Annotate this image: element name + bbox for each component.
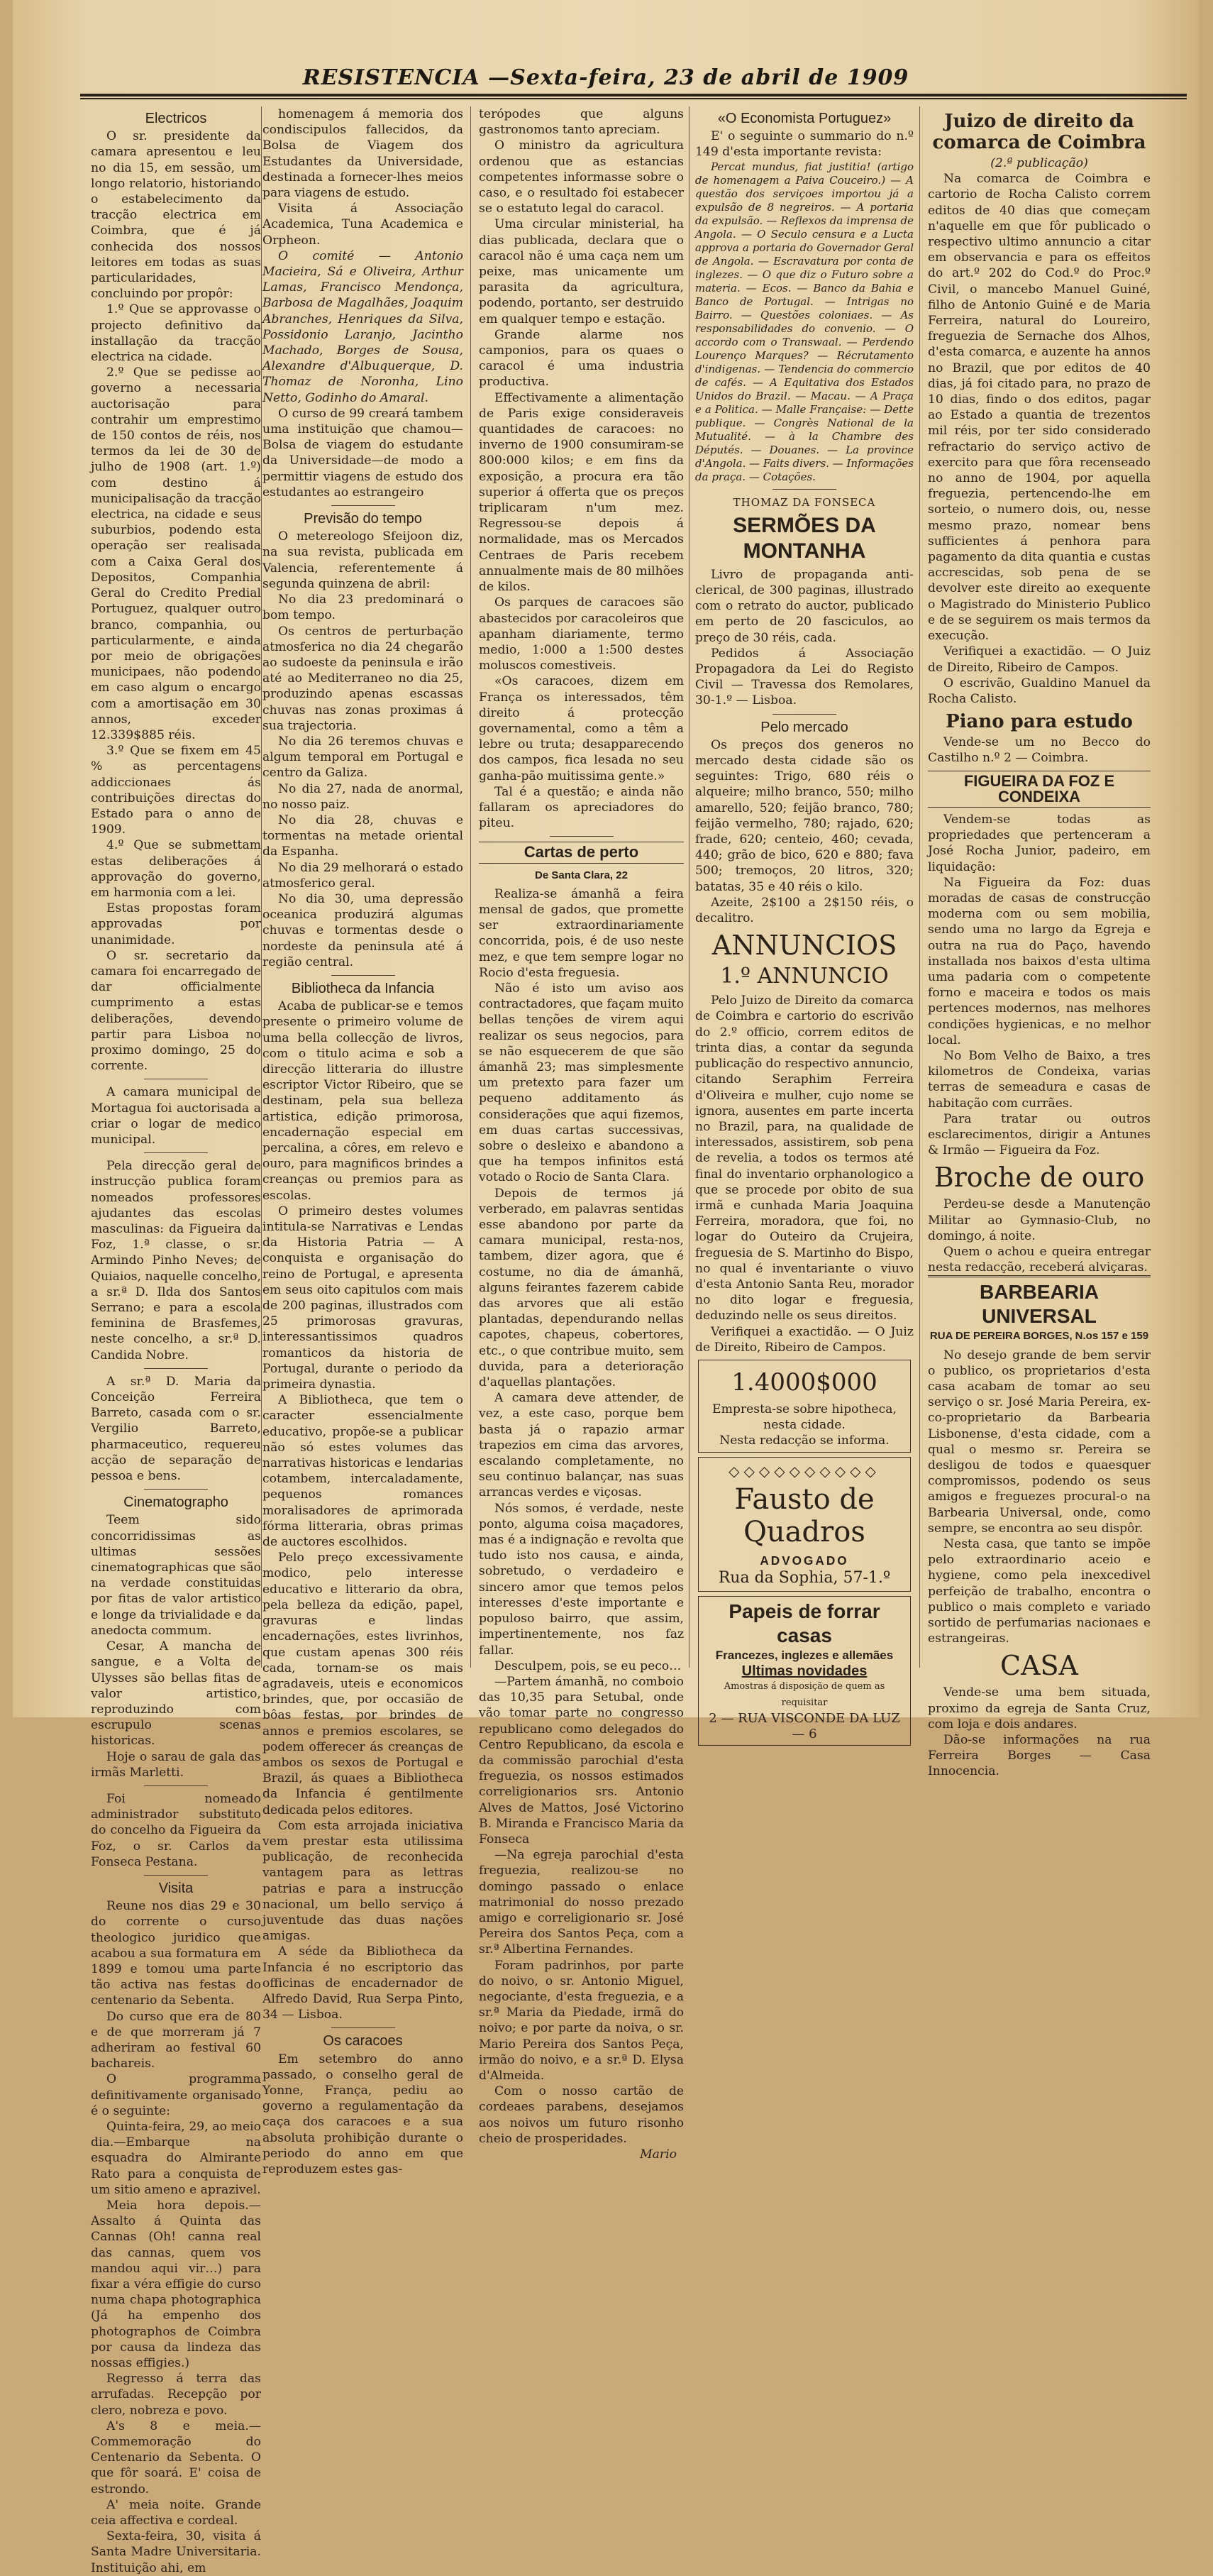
paragraph: Visita á Associação Academica, Tuna Academica e Orpheon. <box>262 202 463 248</box>
lawyer-name: Fausto de Quadros <box>734 1482 875 1548</box>
wallpaper-origin: Francezes, inglezes e allemães <box>715 1648 894 1662</box>
paragraph: Azeite, 2$100 a 2$150 réis, o decalitro. <box>695 895 914 926</box>
paragraph: Teem sido concorridissimas as ultimas sessões cinematographicas que são na verdade constituidas por fitas de valor artistico e longe da trivialidade e da anedocta commum. <box>91 1513 261 1638</box>
paragraph: Vendem-se todas as propriedades que pertenceram a José Rocha Junior, padeiro, em liquidação: <box>928 812 1151 874</box>
section-heading-bold: FIGUEIRA DA FOZ E CONDEIXA <box>928 771 1151 808</box>
paragraph: «Os caracoes, dizem em França os interessados, têm direito á protecção governamental, como a têm a lebre ou truta; desapparecendo dos campos, fica lesada no seu ganha-pão muitissima gente.» <box>479 674 684 783</box>
paragraph: No dia 27, nada de anormal, no nosso paiz. <box>262 781 463 812</box>
paragraph: No Bom Velho de Baixo, a tres kilometros de Condeixa, varias terras de semeadura e casas de habitação com currães. <box>928 1048 1151 1111</box>
paragraph: 2.º Que se pedisse ao governo a necessaria auctorisação para contrahir um emprestimo de 150 contos de réis, nos termos da lei de 30 de julho de 1908 (art. 1.º) com destino á municipalisação da tracção electrica, na cidade e seus suburbios, podendo esta operação ser realisada com a Caixa Geral dos Depositos, Companhia Geral do Credito Predial Portuguez, qualquer outro branco, companhia, ou particularmente, e ainda por meio de obrigações municipaes, não podendo em caso algum o encargo com a amortisação em 30 annos, exceder 12.339$885 réis. <box>91 365 261 742</box>
paragraph: Na comarca de Coimbra e cartorio de Rocha Calisto correm editos de 40 dias que começam n'aquelle em que fôr publicado o respectivo ultimo annuncio a citar em observancia e para os effeitos do art.º 202 do Cod.º do Proc.º Civil, o mancebo Manuel Guiné, filho de Antonio Guiné e de Maria Ferreira, natural do Loureiro, freguezia de Sernache dos Alhos, d'esta comarca, e auzente ha annos no Brazil, que por editos de 40 dias, já foi citado para, no prazo de 10 dias, findo o dos editos, pagar ao Estado a quantia de trezentos mil réis, por ter sido considerado refractario do serviço activo de exercito para que fôra recenseado no anno de 1904, por aquella freguezia, pertencendo-lhe em sorteio, o numero dois, ou, nesse mesmo prazo, nomear bens sufficientes á penhora para pagamento da dita quantia e custas accrescidas, sob pena de se devolver este direito ao exequente o Magistrado do Ministerio Publico e de se seguirem os mais termos da execução. <box>928 172 1151 644</box>
advert-title: SERMÕES DA MONTANHA <box>733 513 876 563</box>
section-heading: Os caracoes <box>323 2033 403 2049</box>
separator-rule <box>772 714 836 715</box>
paragraph: Sexta-feira, 30, visita á Santa Madre Universitaria. Instituição ahi, em <box>91 2529 261 2575</box>
section-heading: Cinematographo <box>123 1495 228 1511</box>
paragraph: Pela direcção geral de instrucção publica foram nomeados professores ajudantes das escolas masculinas: da Figueira da Foz, 1.ª classe, o sr. Armindo Pinho Neves; de Quiaios, naquelle concelho, a sr.ª D. Ilda dos Santos Serrano; e para a escola feminina de Brasfemes, neste concelho, a sr.ª D. Candida Nobre. <box>91 1159 261 1363</box>
column-divider <box>470 106 471 1668</box>
shop-name: BARBEARIA UNIVERSAL <box>928 1275 1151 1328</box>
separator-rule <box>144 1489 208 1490</box>
loan-amount: 1.4000$000 <box>731 1367 877 1397</box>
paragraph: Do curso que era de 80 e de que morreram já 7 adheriram ao festival 60 bachareis. <box>91 2009 261 2071</box>
loan-advert <box>698 1360 911 1453</box>
paragraph: Nesta casa, que tanto se impõe pelo extraordinario aceio e hygiene, como pela inexcedivel perfeição de trabalho, encontra o publico o mais completo e variado sortido de perfumarias nacionaes e estrangeiras. <box>928 1537 1151 1646</box>
separator-rule <box>144 1875 208 1876</box>
section-heading-bold: Cartas de perto <box>479 842 684 863</box>
column-5 <box>928 106 1151 1779</box>
paragraph: Regresso á terra das arrufadas. Recepção por clero, nobreza e povo. <box>91 2372 261 2418</box>
paragraph: A's 8 e meia.—Commemoração do Centenario da Sebenta. O que fôr soará. E' coisa de estrondo. <box>91 2418 261 2497</box>
paragraph: O metereologo Sfeijoon diz, na sua revista, publicada em Valencia, referentemente á segunda quinzena de abril: <box>262 529 463 591</box>
paragraph: Tal é a questão; e ainda não fallaram os apreciadores do piteu. <box>479 784 684 831</box>
paragraph: Perdeu-se desde a Manutenção Militar ao Gymnasio-Club, no domingo, á noite. <box>928 1197 1151 1243</box>
signature: Mario <box>640 2147 677 2162</box>
paragraph: Desculpem, pois, se eu peco… <box>494 1658 682 1673</box>
subheading: De Santa Clara, 22 <box>535 869 628 881</box>
separator-rule <box>144 1368 208 1369</box>
separator-rule <box>550 836 614 837</box>
subheading: RUA DE PEREIRA BORGES, N.os 157 e 159 <box>929 1330 1149 1343</box>
paragraph: Dão-se informações na rua Ferreira Borges — Casa Innocencia. <box>928 1733 1151 1779</box>
paragraph: Depois de termos já verberado, em palavras sentidas esse abandono por parte da camara municipal, resta-nos, tambem, dizer agora, que é costume, no dia de ámanhã, alguns feirantes fazerem cabide das arvores que ali estão plantadas, dependurando nellas capotes, chapeus, cobertores, etc., o que contribue muito, sem duvida, para a deterioração d'aquellas plantações. <box>479 1186 684 1390</box>
separator-rule <box>331 975 395 976</box>
paragraph: No dia 30, uma depressão oceanica produzirá algumas chuvas e tormentas desde o nordeste da peninsula até á região central. <box>262 891 463 969</box>
paragraph: Vende-se um no Becco do Castilho n.º 2 — Coimbra. <box>928 735 1151 766</box>
paragraph: Verifiquei a exactidão. — O Juiz de Direito, Ribeiro de Campos. <box>695 1324 914 1355</box>
separator-rule <box>331 2027 395 2028</box>
publication-note: (2.ª publicação) <box>990 156 1088 170</box>
paragraph: Para tratar ou outros esclarecimentos, dirigir a Antunes & Irmão — Figueira da Foz. <box>928 1111 1151 1158</box>
paragraph: Foi nomeado administrador substituto do concelho da Figueira da Foz, o sr. Carlos da Fonseca Pestana. <box>91 1791 261 1869</box>
paragraph: Com esta arrojada iniciativa vem prestar esta utilissima publicação, de reconhecida vantagem para as lettras patrias e para a instrucção nacional, um bello serviço á juventude das duas nações amigas. <box>262 1818 463 1944</box>
column-4 <box>695 106 914 1741</box>
section-heading: Piano para estudo <box>946 711 1133 733</box>
loan-text: Empresta-se sobre hipotheca, nesta cidade. <box>712 1402 897 1433</box>
paragraph: Livro de propaganda anti-clerical, de 300 paginas, illustrado com o retrato do auctor, publicado em perto de 20 fasciculos, ao preço de 30 réis, cada. <box>695 567 914 645</box>
ornament-row: ◇◇◇◇◇◇◇◇◇◇ <box>729 1462 880 1480</box>
paragraph: Quem o achou e queira entregar nesta redacção, receberá alviçaras. <box>928 1245 1151 1275</box>
section-heading: Pelo mercado <box>760 719 848 735</box>
paragraph: Grande alarme nos camponios, para os quaes o caracol é uma industria productiva. <box>479 327 684 390</box>
lawyer-address: Rua da Sophia, 57-1.º <box>718 1568 891 1587</box>
paragraph: E' o seguinte o summario do n.º 149 d'esta importante revista: <box>695 129 914 160</box>
header-rule-thin <box>80 98 1187 99</box>
advert-subtitle: 1.º ANNUNCIO <box>720 964 889 989</box>
paragraph: Realiza-se ámanhã a feira mensal de gados, que promette ser extraordinariamente concorrida, pois, é de uso neste mez, e que tem sempre logar no Rocio d'esta freguesia. <box>479 886 684 980</box>
paragraph: O sr. secretario da camara foi encarregado de dar officialmente cumprimento a estas deliberações, devendo partir para Lisboa no proximo domingo, 25 do corrente. <box>91 948 261 1074</box>
paragraph: O ministro da agricultura ordenou que as estancias competentes informasse sobre o caso, e o resultado foi estabecer se o estatuto legal do caracol. <box>479 138 684 216</box>
paragraph: Meia hora depois.—Assalto á Quinta das Cannas (Oh! canna real das cannas, quem vos mandou aqui vir…) para fixar a véra effigie do curso numa chapa photographica (Já ha empenho dos photographos de Coimbra por causa da lindeza das nossas effigies.) <box>91 2198 261 2371</box>
advert-title: CASA <box>1000 1650 1078 1682</box>
paragraph: No dia 29 melhorará o estado atmosferico geral. <box>262 860 463 891</box>
section-heading: Bibliotheca da Infancia <box>291 980 435 996</box>
paragraph: 4.º Que se submettam estas deliberações á approvação do governo, em harmonia com a lei. <box>91 838 261 900</box>
wallpaper-advert <box>698 1596 911 1746</box>
paragraph: Pedidos á Associação Propagadora da Lei do Registo Civil — Travessa dos Remolares, 30-1.º — Lisboa. <box>695 646 914 708</box>
paragraph: Pelo preço excessivamente modico, pelo interesse educativo e litterario da obra, pela belleza da edição, papel, gravuras e lindas encadernações, estes livrinhos, que custam apenas 300 réis cada, tornam-se os mais agradaveis, uteis e economicos brindes, que, por occasião de bôas festas, por brindes de annos e premios escolares, se podem offerecer ás creanças de ambos os sexos de Portugal e Brazil, ás quaes a Bibliotheca da Infancia é gentilmente dedicada pelos editores. <box>262 1551 463 1817</box>
paragraph: Foram padrinhos, por parte do noivo, o sr. Antonio Miguel, negociante, d'esta freguezia, e a sr.ª Maria da Piedade, irmã do noivo; e por parte da noiva, o sr. Mario Pereira dos Santos Peça, irmão do noivo, e a sr.ª D. Elysa d'Almeida. <box>479 1958 684 2083</box>
paragraph: O escrivão, Gualdino Manuel da Rocha Calisto. <box>928 676 1151 706</box>
paragraph: Hoje o sarau de gala das irmãs Marletti. <box>91 1749 261 1780</box>
paragraph: A' meia noite. Grande ceia affectiva e cordeal. <box>91 2497 261 2528</box>
lawyer-advert <box>698 1457 911 1592</box>
paragraph: O sr. presidente da camara apresentou e leu no dia 15, em sessão, um longo relatorio, historiando o estabelecimento da tracção electrica em Coimbra, que é já conhecida dos nossos leitores em todas as suas particularidades, concluindo por propôr: <box>91 129 261 302</box>
paragraph: Pelo Juizo de Direito da comarca de Coimbra e cartorio do escrivão do 2.º officio, correm editos de trinta dias, a contar da segunda publicação do respectivo annuncio, citando Seraphim Ferreira d'Oliveira e mulher, cujo nome se ignora, ausentes em parte incerta no Brazil, para, na qualidade de interessados, assistirem, sob pena de revelia, a todos os termos até final do inventario orphanologico a que se procede por obito de sua irmã e cunhada Maria Joaquina Ferreira, moradora, que foi, no logar do Outeiro da Crujeira, freguesia de S. Martinho do Bispo, no qual é inventariante o viuvo d'esta Antonio Santa Reu, morador no dito logar e freguesia, deduzindo nelle os seus direitos. <box>695 993 914 1323</box>
paragraph: Estas propostas foram approvadas por unanimidade. <box>91 901 261 947</box>
paragraph: No dia 26 teremos chuvas e algum temporal em Portugal e centro da Galiza. <box>262 734 463 781</box>
paragraph: Quinta-feira, 29, ao meio dia.—Embarque na esquadra do Almirante Rato para a conquista de um sitio ameno e aprazivel. <box>91 2119 261 2197</box>
column-divider <box>919 106 920 1668</box>
advert-title: Broche de ouro <box>934 1162 1145 1194</box>
separator-rule <box>144 1152 208 1153</box>
paragraph: O programma definitivamente organisado é o seguinte: <box>91 2072 261 2118</box>
separator-rule <box>331 505 395 506</box>
paragraph: Na Figueira da Foz: duas moradas de casas de construcção moderna com ou sem mobilia, sendo uma no largo da Egreja e outra na rua do Paço, havendo installada nos baixos d'esta ultima uma padaria com o competente forno e maceira e todos os mais pertences modernos, nas melhores condições hygienicas, e no melhor local. <box>928 875 1151 1047</box>
paragraph: A sr.ª D. Maria da Conceição Ferreira Barreto, casada com o sr. Vergilio Barreto, pharmaceutico, requereu acção de separação de pessoa e bens. <box>91 1374 261 1484</box>
column-2 <box>262 106 463 2176</box>
column-3 <box>479 106 684 2162</box>
paragraph: 3.º Que se fixem em 45 % as percentagens addiccionaes ás contribuições directas do Estado para o anno de 1909. <box>91 744 261 837</box>
wallpaper-address: 2 — RUA VISCONDE DA LUZ — 6 <box>709 1710 900 1741</box>
wallpaper-news: Ultimas novidades <box>741 1663 868 1680</box>
paragraph: O comité — Antonio Macieira, Sá e Oliveira, Arthur Lamas, Francisco Mendonça, Barbosa de Magalhães, Joaquim Abranches, Henriques da Silva, Possidonio Laranjo, Jacintho Machado, Borges de Sousa, Alexandre d'Albuquerque, D. Thomaz de Noronha, Lino Netto, Godinho do Amaral. <box>262 248 463 405</box>
paragraph: Vende-se uma bem situada, proximo da egreja de Santa Cruz, com loja e dois andares. <box>928 1685 1151 1732</box>
paragraph: Nós somos, é verdade, neste ponto, alguma coisa maçadores, mas é a indignação e revolta que tudo isto nos causa, e ainda, sobretudo, o verdadeiro e sincero amor que temos pelos interesses d'este importante e populoso bairro, que assim, impertinentemente, nos faz fallar. <box>479 1501 684 1658</box>
lawyer-title: ADVOGADO <box>760 1553 849 1568</box>
paragraph: Verifiquei a exactidão. — O Juiz de Direito, Ribeiro de Campos. <box>928 644 1151 675</box>
paragraph: terópodes que alguns gastronomos tanto apreciam. <box>479 107 684 138</box>
summary-text: Percat mundus, fiat justitia! (artigo de homenagem a Paiva Couceiro.) — A questão dos serviçoes importou já a expulsão de 8 negreiros. — A portaria da expulsão. — Reflexos da imprensa de Angola. — O Seculo censura e a Lucta approva a portaria do Governador Geral de Angola. — Escravatura por conta de inglezes. — O que diz o Futuro sobre a materia. — Ecos. — Banco da Bahia e Banco de Portugal. — Intrigas no Bairro. — Questões coloniaes. — As responsabilidades do convenio. — O accordo com o Transwaal. — Perdendo Lourenço Marques? — Récrutamento d'indigenas. — Tendencia do commercio de cafés. — A Equitativa dos Estados Unidos do Brazil. — Macau. — A Praça e a Politica. — Malle Française: — Dette publique. — Congrès National de la Mutualité. — à la Chambre des Députés. — Douanes. — La province d'Angola. — Faits divers. — Informações da praça. — Cotações. <box>695 160 914 483</box>
paragraph: Os preços dos generos no mercado desta cidade são os seguintes: Trigo, 680 réis o alqueire; milho branco, 550; milho amarello, 520; feijão branco, 780; feijão vermelho, 780; rajado, 620; frade, 620; centeio, 460; cevada, 440; grão de bico, 620 e 880; fava 500; tremoços, 20 litros, 320; batatas, 35 e 40 réis o kilo. <box>695 737 914 894</box>
separator-rule <box>144 1785 208 1786</box>
advert-title: ANNUNCIOS <box>711 930 897 962</box>
paragraph: Uma circular ministerial, ha dias publicada, declara que o caracol não é uma caça nem um peixe, mas unicamente um parasita da agricultura, podendo, portanto, ser destruido em qualquer tempo e estação. <box>479 217 684 326</box>
paragraph: —Na egreja parochial d'esta freguezia, realizou-se no domingo passado o enlace matrimonial do nosso prezado amigo e correligionario sr. José Pereira dos Santos Peça, com a sr.ª Albertina Fernandes. <box>479 1848 684 1957</box>
paragraph: Reune nos dias 29 e 30 do corrente o curso theologico juridico que acabou a sua formatura em 1899 e tomou uma parte tão activa nas festas do centenario da Sebenta. <box>91 1899 261 2008</box>
wallpaper-title: Papeis de forrar casas <box>729 1600 880 1646</box>
header-rule <box>80 94 1187 97</box>
paragraph: No desejo grande de bem servir o publico, os proprietarios d'esta casa acabam de tomar ao seu serviço o sr. José Maria Pereira, ex-co-proprietario da Barbearia Lisbonense, d'esta cidade, com a qual o mesmo sr. Pereira se desligou de todos e quaesquer compromissos, podendo os seus amigos e freguezes procural-o na Barbearia Universal, onde, como sempre, se encontra ao seu dispôr. <box>928 1348 1151 1536</box>
paragraph: Acaba de publicar-se e temos presente o primeiro volume de uma bella collecção de livros, com o titulo acima e sob a direcção litteraria do illustre escriptor Victor Ribeiro, que se destinam, pela sua belleza artistica, edição primorosa, encadernação especial em percalina, a côres, em relevo e ouro, para magnificos brindes a creanças ou premios para as escolas. <box>262 999 463 1203</box>
section-heading: Electricos <box>145 111 207 126</box>
section-heading: Visita <box>158 1880 194 1896</box>
paragraph: Os centros de perturbação atmosferica no dia 24 chegarão ao sudoeste da peninsula e irão até ao Mediterraneo no dia 25, produzindo apenas escassas chuvas nas zonas proximas á sua trajectoria. <box>262 624 463 733</box>
paragraph: Não é isto um aviso aos contractadores, que façam muito bellas tenções de virem aqui realizar os seus negocios, para se não esquecerem de que são ámanhã 23; mas simplesmente um pretexto para fazer um pequeno additamento ás considerações que aqui fizemos, em duas cartas successivas, sobre o desleixo e abandono a que ha tempos infinitos está votado o Rocio de Santa Clara. <box>479 981 684 1185</box>
paragraph: A Bibliotheca, que tem o caracter essencialmente educativo, propõe-se a publicar não só estes volumes das narrativas historicas e lendarias cotambem, intercaladamente, pequenos romances moralisadores de aprimorada fórma litteraria, obras primas de auctores escolhidos. <box>262 1393 463 1550</box>
paragraph: 1.º Que se approvasse o projecto definitivo da installação da tracção electrica na cidade. <box>91 302 261 365</box>
separator-rule <box>772 489 836 490</box>
paragraph: A camara municipal de Mortagua foi auctorisada a criar o logar de medico municipal. <box>91 1085 261 1147</box>
author-name: THOMAZ DA FONSECA <box>733 495 876 509</box>
masthead: RESISTENCIA —Sexta-feira, 23 de abril de 1909 <box>302 65 909 90</box>
paragraph: A séde da Bibliotheca da Infancia é no escriptorio das officinas de encadernador de Alfredo David, Rua Serpa Pinto, 34 — Lisboa. <box>262 1944 463 2022</box>
paragraph: A camara deve attender, de vez, a este caso, porque bem basta já o rapazio armar trapezios em cima das arvores, escalando completamente, no seu continuo balançar, nas suas arrancas verdes e viçosas. <box>479 1391 684 1500</box>
section-heading: Previsão do tempo <box>304 511 422 527</box>
section-heading: Juizo de direito da comarca de Coimbra <box>932 111 1146 153</box>
paragraph: No dia 28, chuvas e tormentas na metade oriental da Espanha. <box>262 813 463 859</box>
column-divider <box>261 106 262 1668</box>
paragraph: homenagem á memoria dos condiscipulos fallecidos, da Bolsa de Viagem dos Estudantes da Universidade, destinada a fornecer-lhes meios para viagens de estudo. <box>262 107 463 201</box>
paragraph: —Partem ámanhã, no comboio das 10,35 para Setubal, onde vão tomar parte no congresso republicano como delegados do Centro Republicano, da escola e da commissão parochial d'esta freguezia, os nossos estimados correligionarios srs. Antonio Alves de Mattos, José Victorino B. Miranda e Francisco Maria da Fonseca <box>479 1674 684 1846</box>
loan-info: Nesta redacção se informa. <box>719 1433 890 1448</box>
paragraph: No dia 23 predominará o bom tempo. <box>262 593 463 623</box>
paragraph: O curso de 99 creará tambem uma instituição que chamou—Bolsa de viagem do estudante da Universidade—de modo a permittir viagens de estudo dos estudantes ao estrangeiro <box>262 406 463 500</box>
wallpaper-samples: Amostras á disposição de quem as requisitar <box>724 1681 885 1708</box>
section-heading: «O Economista Portuguez» <box>717 111 892 126</box>
paragraph: Cesar, A mancha de sangue, e a Volta de Ulysses são bellas fitas de valor artistico, reproduzindo com escrupulo scenas historicas. <box>91 1639 261 1749</box>
paragraph: Com o nosso cartão de cordeaes parabens, desejamos aos noivos um futuro risonho cheio de prosperidades. <box>479 2084 684 2146</box>
column-1 <box>91 106 261 2575</box>
paragraph: O primeiro destes volumes intitula-se Narrativas e Lendas da Historia Patria — A conquista e organisação do reino de Portugal, e apresenta em seus oito capitulos com mais de 200 paginas, illustrados com 25 primorosas gravuras, interessantissimos quadros romanticos da historia de Portugal, durante o periodo da primeira dynastia. <box>262 1204 463 1392</box>
paragraph: Effectivamente a alimentação de Paris exige consideraveis quantidades de caracoes: no inverno de 1900 consumiram-se 800:000 kilos; e em fins da exposição, a procura era tão superior á offerta que os preços triplicaram n'um mez. Regressou-se depois á normalidade, mas os Mercados Centraes de Paris recebem annualmente mais de 80 milhões de kilos. <box>479 390 684 595</box>
paragraph: Em setembro do anno passado, o conselho geral de Yonne, França, pediu ao governo a regulamentação da caça dos caracoes e a sua absoluta prohibição durante o periodo do anno em que reproduzem estes gas- <box>262 2052 463 2176</box>
paragraph: Os parques de caracoes são abastecidos por caracoleiros que apanham diariamente, termo medio, 1:000 a 1:500 destes moluscos comestiveis. <box>479 595 684 673</box>
newspaper-page <box>13 0 1199 2575</box>
